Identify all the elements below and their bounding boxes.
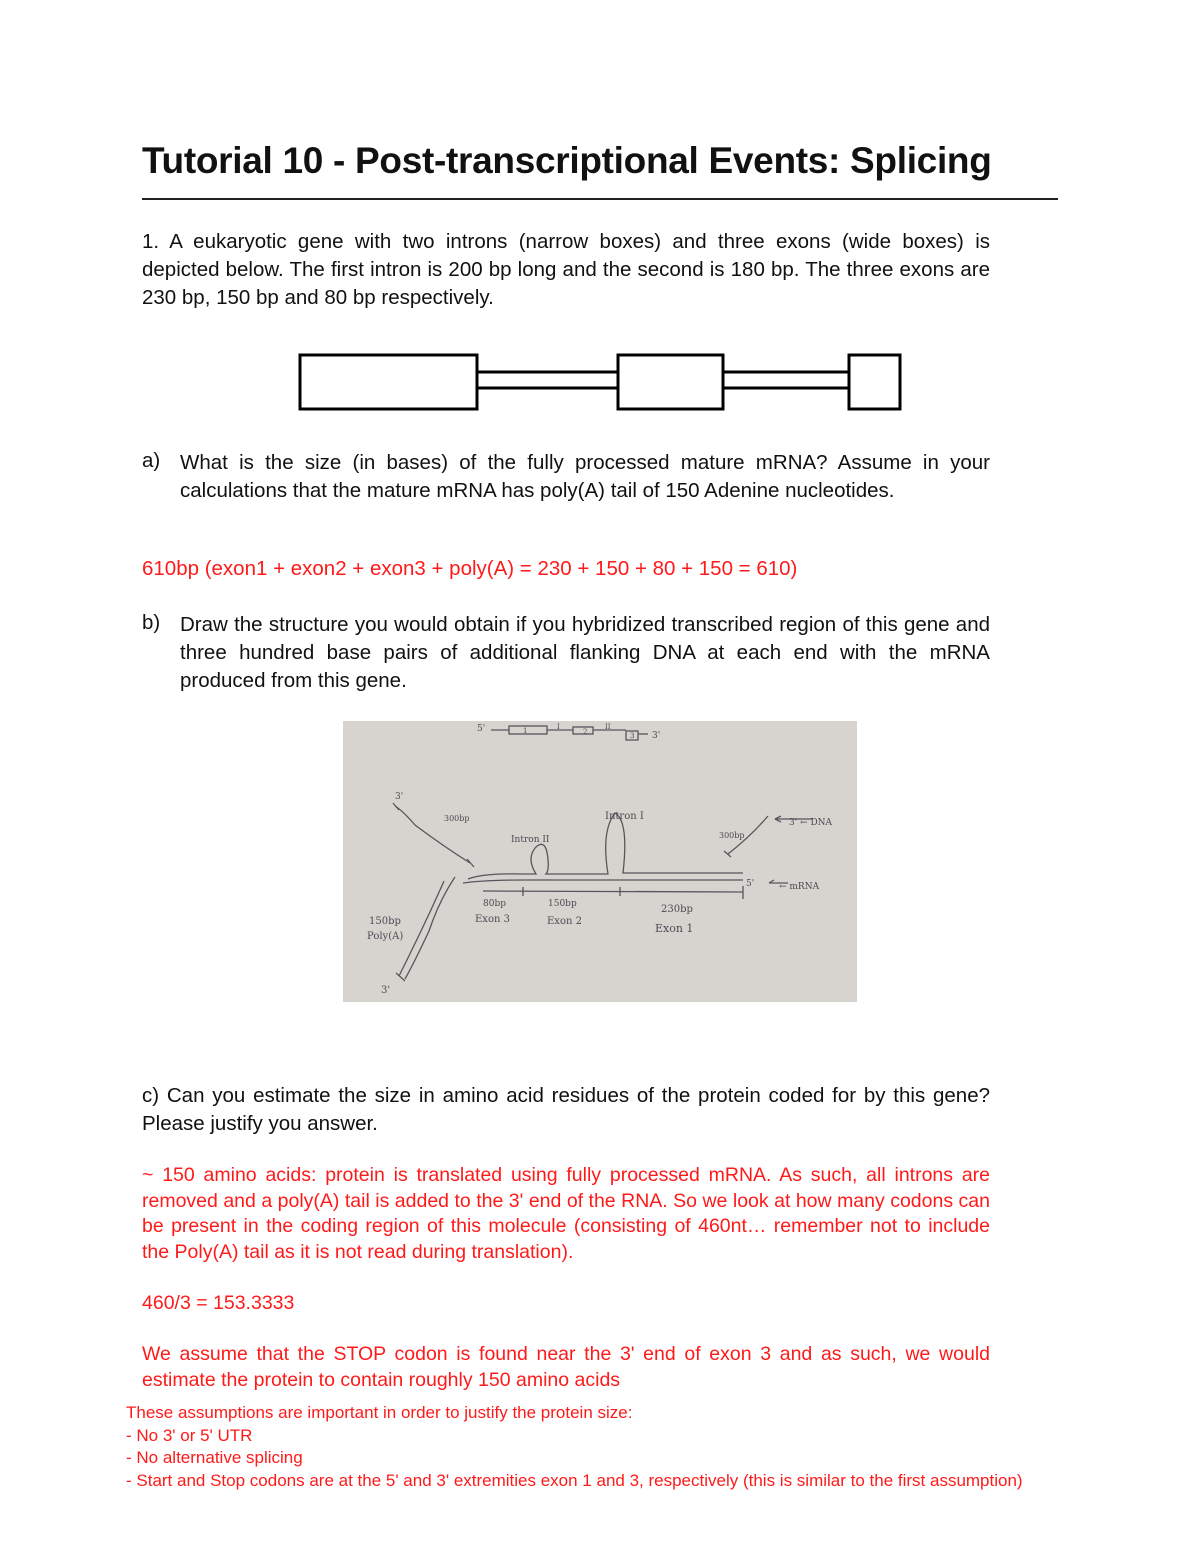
- sketch-exon2-bp: 150bp: [548, 899, 577, 909]
- part-c-calculation: 460/3 = 153.3333: [142, 1292, 295, 1314]
- intron-1-box: [477, 372, 618, 388]
- hand-drawn-hybridization-sketch: [343, 721, 857, 1002]
- page-title: Tutorial 10 - Post-transcriptional Events: Splicing: [142, 140, 992, 181]
- sketch-top-3box: 3: [630, 732, 635, 740]
- sketch-top-2: 2: [583, 728, 588, 736]
- sketch-intron-i: Intron I: [605, 811, 644, 822]
- notes-item: - Start and Stop codons are at the 5' and 3' extremities exon 1 and 3, respectively (this is similar to the first assumption): [126, 1470, 1023, 1490]
- notes-item: - No 3' or 5' UTR: [126, 1425, 253, 1445]
- sketch-top-3: 3': [652, 731, 661, 741]
- sketch-exon2: Exon 2: [547, 916, 582, 927]
- sketch-top-5: 5': [477, 724, 486, 734]
- part-b-label: b): [142, 611, 161, 634]
- sketch-top-ii: II: [605, 723, 611, 731]
- sketch-polya-3: 3': [381, 985, 391, 996]
- notes-heading: These assumptions are important in order to justify the protein size:: [126, 1403, 633, 1422]
- exon-3-box: [849, 355, 900, 409]
- gene-structure-diagram: [298, 352, 904, 414]
- question-1-text: 1. A eukaryotic gene with two introns (narrow boxes) and three exons (wide boxes) is depicted below. The first intron is 200 bp long and the second is 180 bp. The three exons are 230 bp, 150 bp and 80 bp respectively.: [142, 230, 990, 309]
- part-c-answer: ~ 150 amino acids: protein is translated using fully processed mRNA. As such, all introns are removed and a poly(A) tail is added to the 3' end of the RNA. So we look at how many codons can be present in the coding region of this molecule (consisting of 460nt… remember not to include the Poly(A) tail as it is not read during translation).: [142, 1164, 990, 1263]
- sketch-300bp-right: 300bp: [719, 831, 745, 840]
- sketch-mrna-5: 5': [746, 879, 755, 889]
- part-b-question: Draw the structure you would obtain if you hybridized transcribed region of this gene and three hundred base pairs of additional flanking DNA at each end with the mRNA produced from this gene.: [180, 613, 990, 692]
- sketch-exon1: Exon 1: [655, 922, 694, 935]
- sketch-exon1-bp: 230bp: [661, 904, 693, 915]
- exon-2-box: [618, 355, 723, 409]
- sketch-top-1: 1: [523, 727, 528, 735]
- sketch-exon3-bp: 80bp: [483, 899, 506, 909]
- title-divider: [142, 198, 1058, 200]
- part-c-assumption: We assume that the STOP codon is found near the 3' end of exon 3 and as such, we would estimate the protein to contain roughly 150 amino acids: [142, 1343, 990, 1391]
- sketch-intron-ii: Intron II: [511, 835, 550, 845]
- intron-2-box: [723, 372, 849, 388]
- sketch-polya-bp: 150bp: [369, 916, 401, 927]
- sketch-mrna-label: ← mRNA: [779, 882, 820, 892]
- part-c-question: c) Can you estimate the size in amino acid residues of the protein coded for by this gene? Please justify you answer.: [142, 1084, 990, 1135]
- exon-1-box: [300, 355, 477, 409]
- sketch-dna-3-right: 3' ← DNA: [789, 818, 833, 828]
- assumptions-notes: [126, 1402, 1023, 1492]
- sketch-exon3: Exon 3: [475, 914, 510, 925]
- sketch-300bp-left: 300bp: [444, 814, 470, 823]
- part-a-question: What is the size (in bases) of the fully processed mature mRNA? Assume in your calculations that the mature mRNA has poly(A) tail of 150 Adenine nucleotides.: [180, 451, 990, 502]
- part-a-answer: 610bp (exon1 + exon2 + exon3 + poly(A) = 230 + 150 + 80 + 150 = 610): [142, 557, 798, 580]
- notes-item: - No alternative splicing: [126, 1448, 303, 1467]
- sketch-top-i: I: [557, 723, 560, 731]
- sketch-polya: Poly(A): [367, 931, 404, 942]
- part-a-label: a): [142, 449, 161, 472]
- sketch-dna-3-left: 3': [395, 792, 404, 802]
